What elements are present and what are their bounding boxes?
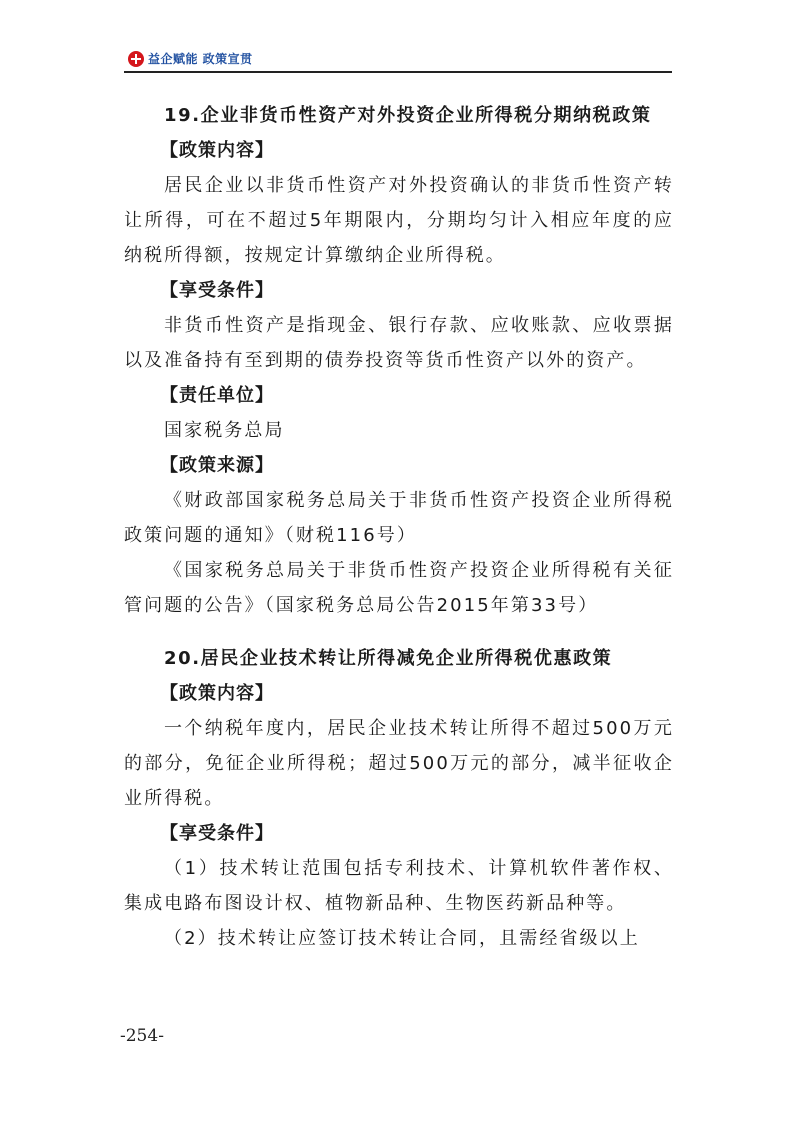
policy19-conditions-text: 非货币性资产是指现金、银行存款、应收账款、应收票据以及准备持有至到期的债券投资等货币性资产以外的资产。 [124,315,674,371]
policy19-title: 19.企业非货币性资产对外投资企业所得税分期纳税政策 [164,105,652,126]
policy19-source-2: 《国家税务总局关于非货币性资产投资企业所得税有关征管问题的公告》（国家税务总局公告2015年第33号） [124,560,674,616]
policy19-conditions-label: 【享受条件】 [160,280,274,301]
policy20-content-text: 一个纳税年度内，居民企业技术转让所得不超过500万元的部分，免征企业所得税；超过500万元的部分，减半征收企业所得税。 [124,718,674,809]
header-divider [124,71,672,73]
logo-text: 益企赋能 政策宣贯 [148,52,253,66]
page-number: -254- [120,1026,164,1046]
policy19-content-label: 【政策内容】 [160,140,274,161]
policy19-source-1: 《财政部国家税务总局关于非货币性资产投资企业所得税政策问题的通知》（财税116号） [124,490,674,546]
policy20-title: 20.居民企业技术转让所得减免企业所得税优惠政策 [164,648,613,669]
logo-icon [128,51,144,67]
policy19-unit-text: 国家税务总局 [164,420,285,441]
policy20-condition-2: （2）技术转让应签订技术转让合同，且需经省级以上 [164,928,640,949]
document-body [124,98,674,956]
page-header [124,50,670,70]
section-gap [124,623,674,641]
policy20-content-label: 【政策内容】 [160,683,274,704]
policy19-unit-label: 【责任单位】 [160,385,274,406]
policy19-source-label: 【政策来源】 [160,455,274,476]
policy19-content-text: 居民企业以非货币性资产对外投资确认的非货币性资产转让所得，可在不超过5年期限内，分期均匀计入相应年度的应纳税所得额，按规定计算缴纳企业所得税。 [124,175,674,266]
policy20-condition-1: （1）技术转让范围包括专利技术、计算机软件著作权、集成电路布图设计权、植物新品种、生物医药新品种等。 [124,858,674,914]
policy20-conditions-label: 【享受条件】 [160,823,274,844]
logo [128,50,253,67]
